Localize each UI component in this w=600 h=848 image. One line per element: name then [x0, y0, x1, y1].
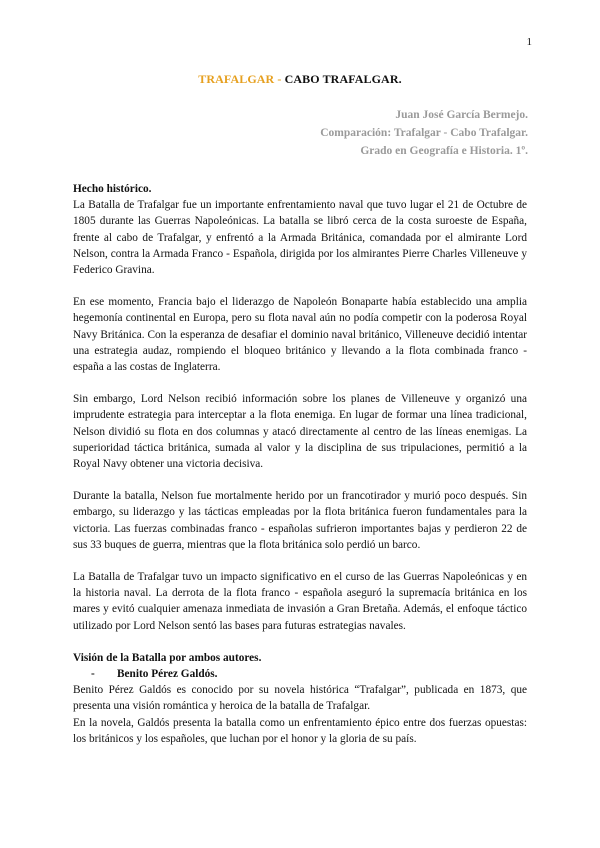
- subheading-label: Benito Pérez Galdós.: [117, 668, 218, 681]
- document-body: [73, 181, 527, 747]
- paragraph: En ese momento, Francia bajo el liderazgo de Napoleón Bonaparte había establecido una amplia hegemonía continental en Europa, pero su flota naval aún no podía competir con la poderosa Royal Navy Británica. Con la esperanza de desafiar el dominio naval británico, Villeneuve decidió intentar una estrategia audaz, rompiendo el bloqueo británico y llevando a la flota combinada franco - españa a las costas de Inglaterra.: [73, 296, 527, 374]
- subheading-galdos: [73, 666, 527, 682]
- page-number: 1: [526, 36, 532, 48]
- section-heading-vision: Visión de la Batalla por ambos autores.: [73, 651, 262, 664]
- paragraph: Sin embargo, Lord Nelson recibió información sobre los planes de Villeneuve y organizó una imprudente estrategia para interceptar a la flota enemiga. En lugar de formar una línea tradicional, Nelson dividió su flota en dos columnas y atacó directamente al centro de las líneas enemigas. La superioridad táctica británica, sumada al valor y la disciplina de sus tripulaciones, permitió a la Royal Navy obtener una victoria decisiva.: [73, 393, 527, 471]
- comparison-line: Comparación: Trafalgar - Cabo Trafalgar.: [320, 127, 528, 139]
- author-block: [320, 106, 528, 160]
- document-title: [0, 72, 600, 87]
- author-name: Juan José García Bermejo.: [395, 109, 528, 121]
- title-rest: CABO TRAFALGAR.: [281, 72, 402, 86]
- list-bullet: -: [91, 668, 95, 681]
- section-heading-historical-fact: Hecho histórico.: [73, 183, 152, 195]
- paragraph: Durante la batalla, Nelson fue mortalmente herido por un francotirador y murió poco después. Sin embargo, su liderazgo y las tácticas empleadas por la flota británica fueron fundamentales para la victoria. Las fuerzas combinadas franco - españolas sufrieron importantes bajas y perdieron 22 de sus 33 buques de guerra, mientras que la flota británica solo perdió un barco.: [73, 490, 527, 551]
- paragraph: En la novela, Galdós presenta la batalla como un enfrentamiento épico entre dos fuerzas opuestas: los británicos y los españoles, que luchan por el honor y la gloria de su país.: [73, 716, 527, 745]
- paragraph: La Batalla de Trafalgar tuvo un impacto significativo en el curso de las Guerras Napoleónicas y en la historia naval. La derrota de la flota franco - española aseguró la supremacía británica en los mares y evitó cualquier amenaza inmediata de invasión a Gran Bretaña. Además, el enfoque táctico utilizado por Lord Nelson sentó las bases para futuras estrategias navales.: [73, 571, 527, 632]
- paragraph: La Batalla de Trafalgar fue un importante enfrentamiento naval que tuvo lugar el 21 de Octubre de 1805 durante las Guerras Napoleónicas. La batalla se libró cerca de la costa suroeste de España, frente al cabo de Trafalgar, y enfrentó a la Armada Británica, comandada por el almirante Lord Nelson, contra la Armada Franco - Española, dirigida por los almirantes Pierre Charles Villeneuve y Federico Gravina.: [73, 199, 527, 277]
- title-accent: TRAFALGAR -: [198, 72, 282, 86]
- paragraph: Benito Pérez Galdós es conocido por su novela histórica “Trafalgar”, publicada en 1873, que presenta una visión romántica y heroica de la batalla de Trafalgar.: [73, 684, 527, 713]
- degree-line: Grado en Geografía e Historia. 1º.: [360, 145, 528, 157]
